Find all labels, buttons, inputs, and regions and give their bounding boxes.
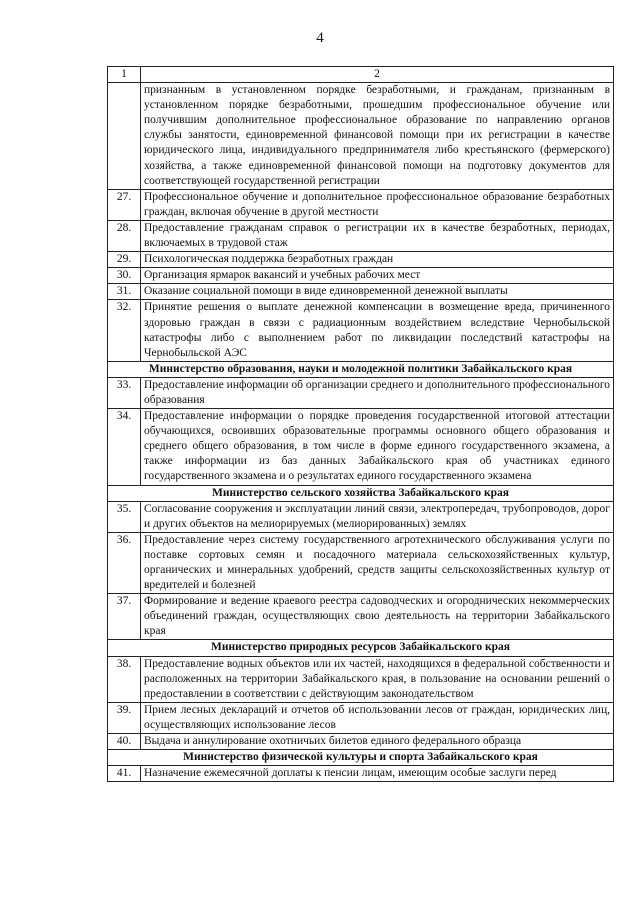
table-row (108, 284, 614, 300)
header-col-2: 2 (141, 67, 614, 83)
table-row (108, 766, 614, 782)
row-text: Формирование и ведение краевого реестра садоводческих и огороднических некоммерческих объединений граждан, осуществляющих свою деятельность на территории Забайкальского края (141, 594, 614, 640)
row-number: 34. (108, 409, 141, 485)
section-header-row (108, 361, 614, 377)
table-row (108, 501, 614, 532)
page-number: 4 (316, 30, 324, 46)
row-text: Прием лесных деклараций и отчетов об использовании лесов от граждан, юридических лиц, осуществляющих использование лесов (141, 702, 614, 733)
table-row (108, 220, 614, 251)
row-text: Согласование сооружения и эксплуатации линий связи, электропередач, трубопроводов, дорог и других объектов на мелиорируемых (мелиорированных) землях (141, 501, 614, 532)
row-number: 31. (108, 284, 141, 300)
table-row (108, 268, 614, 284)
table-row (108, 702, 614, 733)
section-header-row (108, 750, 614, 766)
row-text: Предоставление информации об организации среднего и дополнительного профессионального образования (141, 377, 614, 408)
row-text: признанным в установленном порядке безработными, и гражданам, признанным в установленном порядке безработными, прошедшим профессиональное обучение или получившим дополнительное профессиональное образование по направлению органов службы занятости, единовременной финансовой помощи при их регистрации в качестве юридического лица, индивидуального предпринимателя либо крестьянского (фермерского) хозяйства, а также единовременной финансовой помощи на подготовку документов для соответствующей государственной регистрации (141, 83, 614, 190)
row-number: 41. (108, 766, 141, 782)
row-text: Предоставление водных объектов или их частей, находящихся в федеральной собственности и расположенных на территории Забайкальского края, в пользование на основании решений о предоставлении в соответствии с действующим законодательством (141, 656, 614, 702)
row-number: 29. (108, 252, 141, 268)
table-row (108, 734, 614, 750)
row-number: 40. (108, 734, 141, 750)
row-number: 33. (108, 377, 141, 408)
table-row (108, 252, 614, 268)
row-number: 35. (108, 501, 141, 532)
table-row (108, 189, 614, 220)
row-text: Предоставление информации о порядке проведения государственной итоговой аттестации обучающихся, освоивших образовательные программы основного общего образования и среднего общего образования, в том числе в форме единого государственного экзамена, а также информации из баз данных Забайкальского края об участниках единого государственного экзамена и о результатах единого государственного экзамена (141, 409, 614, 485)
row-number: 32. (108, 300, 141, 361)
table-row (108, 409, 614, 485)
row-number: 38. (108, 656, 141, 702)
section-title: Министерство сельского хозяйства Забайкальского края (108, 485, 614, 501)
row-text: Выдача и аннулирование охотничьих билетов единого федерального образца (141, 734, 614, 750)
row-text: Психологическая поддержка безработных граждан (141, 252, 614, 268)
row-number: 28. (108, 220, 141, 251)
row-text: Предоставление гражданам справок о регистрации их в качестве безработных, периодах, включаемых в трудовой стаж (141, 220, 614, 251)
row-text: Назначение ежемесячной доплаты к пенсии лицам, имеющим особые заслуги перед (141, 766, 614, 782)
section-header-row (108, 640, 614, 656)
table-header-row (108, 67, 614, 83)
row-number: 37. (108, 594, 141, 640)
section-header-row (108, 485, 614, 501)
section-title: Министерство природных ресурсов Забайкальского края (108, 640, 614, 656)
row-text: Предоставление через систему государственного агротехнического обслуживания услуги по поставке сортовых семян и посадочного материала сельскохозяйственных культур, органических и минеральных удобрений, средств защиты сельскохозяйственных культур от вредителей и болезней (141, 532, 614, 593)
row-number: 27. (108, 189, 141, 220)
row-text: Профессиональное обучение и дополнительное профессиональное образование безработных граждан, включая обучение в другой местности (141, 189, 614, 220)
continuation-row (108, 83, 614, 190)
row-text: Организация ярмарок вакансий и учебных рабочих мест (141, 268, 614, 284)
row-text: Оказание социальной помощи в виде единовременной денежной выплаты (141, 284, 614, 300)
row-number: 36. (108, 532, 141, 593)
table-row (108, 532, 614, 593)
table-row (108, 300, 614, 361)
table-row (108, 656, 614, 702)
table-row (108, 594, 614, 640)
header-col-1: 1 (108, 67, 141, 83)
row-number (108, 83, 141, 190)
services-table (107, 66, 614, 782)
row-number: 39. (108, 702, 141, 733)
row-text: Принятие решения о выплате денежной компенсации в возмещение вреда, причиненного здоровью граждан в связи с радиационным воздействием вследствие Чернобыльской катастрофы либо с выполнением работ по ликвидации последствий катастрофы на Чернобыльской АЭС (141, 300, 614, 361)
section-title: Министерство физической культуры и спорта Забайкальского края (108, 750, 614, 766)
section-title: Министерство образования, науки и молодежной политики Забайкальского края (108, 361, 614, 377)
row-number: 30. (108, 268, 141, 284)
table-row (108, 377, 614, 408)
